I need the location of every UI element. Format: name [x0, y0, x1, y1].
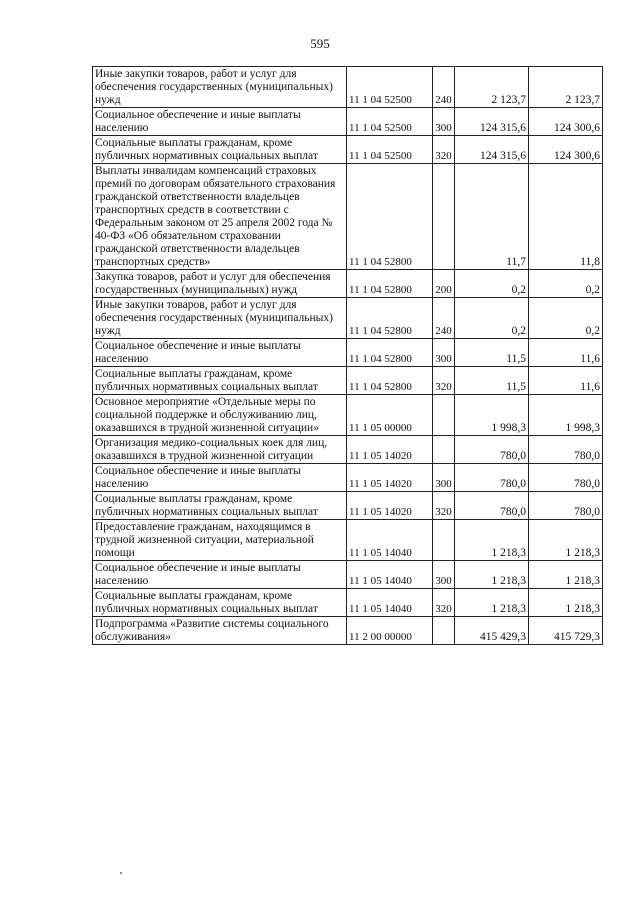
row-expense-type: 240: [433, 67, 455, 108]
row-expense-type: 240: [433, 298, 455, 339]
row-expense-type: 320: [433, 589, 455, 617]
row-code: 11 1 05 00000: [347, 395, 433, 436]
table-row: [93, 561, 603, 589]
row-value-1: 11,5: [455, 339, 529, 367]
row-expense-type: 300: [433, 108, 455, 136]
row-expense-type: [433, 395, 455, 436]
row-value-2: 1 218,3: [529, 561, 603, 589]
page-number: 595: [310, 36, 330, 51]
row-value-1: 2 123,7: [455, 67, 529, 108]
table-row: [93, 298, 603, 339]
row-expense-type: 320: [433, 492, 455, 520]
row-code: 11 1 05 14020: [347, 492, 433, 520]
table-row: [93, 339, 603, 367]
table-row: [93, 589, 603, 617]
row-value-1: 11,7: [455, 164, 529, 270]
row-expense-type: 320: [433, 136, 455, 164]
row-expense-type: [433, 164, 455, 270]
row-code: 11 1 04 52500: [347, 67, 433, 108]
table-row: [93, 67, 603, 108]
row-value-1: 0,2: [455, 298, 529, 339]
row-name: Социальные выплаты гражданам, кроме публичных нормативных социальных выплат: [93, 367, 347, 395]
row-value-2: 415 729,3: [529, 617, 603, 645]
row-value-1: 1 218,3: [455, 561, 529, 589]
row-code: 11 1 05 14020: [347, 436, 433, 464]
row-name: Социальные выплаты гражданам, кроме публичных нормативных социальных выплат: [93, 136, 347, 164]
row-value-1: 124 315,6: [455, 136, 529, 164]
row-code: 11 2 00 00000: [347, 617, 433, 645]
row-name: Выплаты инвалидам компенсаций страховых премий по договорам обязательного страхования гражданской ответственности владельцев транспортных средств в соответствии с Федеральным законом от 25 апреля 2002 года № 40-ФЗ «Об обязательном страховании гражданской ответственности владельцев транспортных средств»: [93, 164, 347, 270]
table-row: [93, 136, 603, 164]
table-row: [93, 270, 603, 298]
row-expense-type: 320: [433, 367, 455, 395]
row-value-1: 11,5: [455, 367, 529, 395]
row-value-2: 0,2: [529, 298, 603, 339]
row-name: Закупка товаров, работ и услуг для обеспечения государственных (муниципальных) нужд: [93, 270, 347, 298]
row-expense-type: [433, 617, 455, 645]
budget-table: [92, 66, 603, 645]
row-name: Социальное обеспечение и иные выплаты населению: [93, 561, 347, 589]
row-code: 11 1 04 52800: [347, 298, 433, 339]
row-value-2: 1 218,3: [529, 589, 603, 617]
row-name: Социальные выплаты гражданам, кроме публичных нормативных социальных выплат: [93, 492, 347, 520]
row-code: 11 1 05 14040: [347, 520, 433, 561]
row-name: Иные закупки товаров, работ и услуг для обеспечения государственных (муниципальных) нужд: [93, 67, 347, 108]
row-value-2: 124 300,6: [529, 136, 603, 164]
row-name: Подпрограмма «Развитие системы социального обслуживания»: [93, 617, 347, 645]
table-row: [93, 395, 603, 436]
row-expense-type: [433, 436, 455, 464]
row-code: 11 1 04 52500: [347, 108, 433, 136]
row-value-1: 1 998,3: [455, 395, 529, 436]
row-name: Социальное обеспечение и иные выплаты населению: [93, 108, 347, 136]
row-value-1: 780,0: [455, 492, 529, 520]
row-name: Социальное обеспечение и иные выплаты населению: [93, 339, 347, 367]
row-name: Основное мероприятие «Отдельные меры по социальной поддержке и обслуживанию лиц, оказавшихся в трудной жизненной ситуации»: [93, 395, 347, 436]
table-row: [93, 367, 603, 395]
row-value-1: 415 429,3: [455, 617, 529, 645]
row-value-2: 1 218,3: [529, 520, 603, 561]
row-value-2: 11,6: [529, 339, 603, 367]
row-name: Иные закупки товаров, работ и услуг для обеспечения государственных (муниципальных) нужд: [93, 298, 347, 339]
table-row: [93, 164, 603, 270]
row-code: 11 1 04 52500: [347, 136, 433, 164]
row-value-1: 0,2: [455, 270, 529, 298]
row-value-2: 11,6: [529, 367, 603, 395]
table-row: [93, 492, 603, 520]
scan-speck: [120, 872, 122, 874]
row-value-2: 1 998,3: [529, 395, 603, 436]
row-value-2: 2 123,7: [529, 67, 603, 108]
row-value-2: 0,2: [529, 270, 603, 298]
table-row: [93, 108, 603, 136]
row-expense-type: [433, 520, 455, 561]
row-value-2: 780,0: [529, 492, 603, 520]
table-row: [93, 520, 603, 561]
row-value-1: 124 315,6: [455, 108, 529, 136]
row-code: 11 1 04 52800: [347, 367, 433, 395]
row-value-1: 780,0: [455, 464, 529, 492]
row-code: 11 1 04 52800: [347, 164, 433, 270]
row-code: 11 1 04 52800: [347, 339, 433, 367]
table-row: [93, 436, 603, 464]
row-expense-type: 300: [433, 339, 455, 367]
row-name: Организация медико-социальных коек для лиц, оказавшихся в трудной жизненной ситуации: [93, 436, 347, 464]
row-code: 11 1 05 14020: [347, 464, 433, 492]
table-row: [93, 464, 603, 492]
row-code: 11 1 05 14040: [347, 561, 433, 589]
row-expense-type: 300: [433, 561, 455, 589]
row-value-1: 780,0: [455, 436, 529, 464]
row-value-2: 11,8: [529, 164, 603, 270]
row-value-2: 124 300,6: [529, 108, 603, 136]
row-name: Социальное обеспечение и иные выплаты населению: [93, 464, 347, 492]
row-expense-type: 300: [433, 464, 455, 492]
row-value-1: 1 218,3: [455, 520, 529, 561]
row-code: 11 1 05 14040: [347, 589, 433, 617]
table-row: [93, 617, 603, 645]
row-code: 11 1 04 52800: [347, 270, 433, 298]
row-value-2: 780,0: [529, 436, 603, 464]
row-name: Социальные выплаты гражданам, кроме публичных нормативных социальных выплат: [93, 589, 347, 617]
row-expense-type: 200: [433, 270, 455, 298]
row-value-1: 1 218,3: [455, 589, 529, 617]
row-value-2: 780,0: [529, 464, 603, 492]
row-name: Предоставление гражданам, находящимся в трудной жизненной ситуации, материальной помощи: [93, 520, 347, 561]
